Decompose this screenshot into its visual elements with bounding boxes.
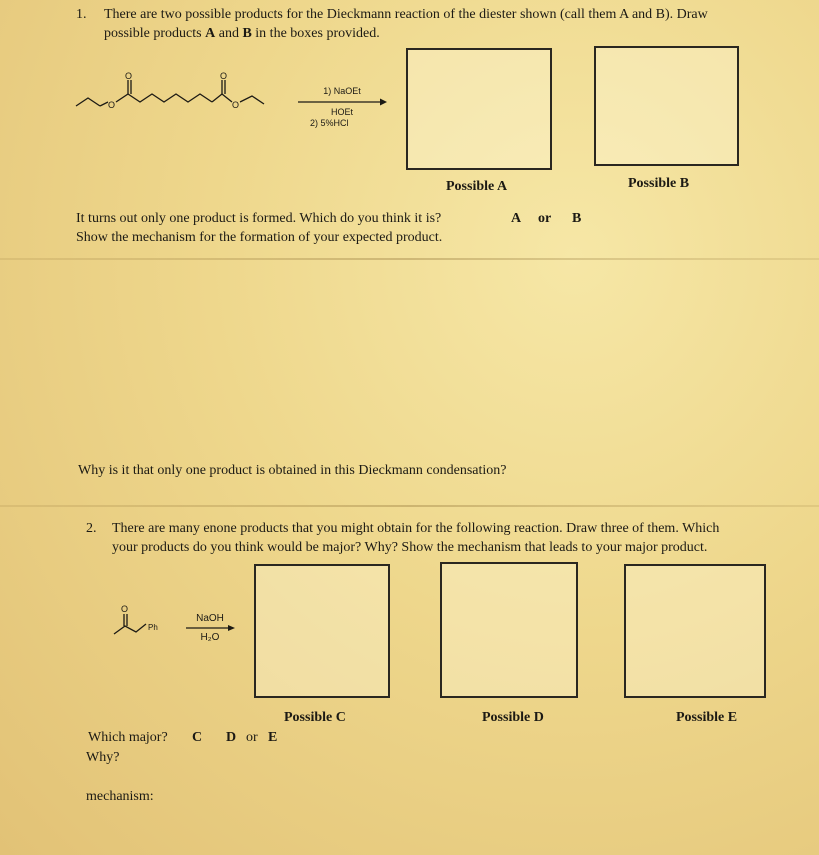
reagent-line: 2) 5%HCl [310, 118, 349, 128]
which-major-label: Which major? [88, 730, 168, 745]
choice-c[interactable]: C [192, 730, 203, 745]
box-d-label: Possible D [482, 710, 544, 725]
reaction-arrow [184, 624, 236, 632]
q2-number: 2. [86, 521, 97, 536]
box-b-label: Possible B [628, 176, 690, 191]
oxygen-atom: O [125, 71, 133, 81]
q1-number: 1. [76, 7, 87, 22]
choice-e[interactable]: E [268, 730, 278, 745]
oxygen-atom: O [220, 71, 228, 81]
paper-crease [0, 505, 819, 507]
ketone-structure [110, 600, 180, 640]
q1-prompt-line2 [104, 25, 380, 43]
q2-prompt-line1: There are many enone products that you might obtain for the following reaction. Draw three of them. Which [112, 521, 720, 536]
answer-box-b[interactable] [594, 46, 739, 166]
answer-box-e[interactable] [624, 564, 766, 698]
oxygen-atom: O [121, 604, 129, 614]
q1-followup-line2: Show the mechanism for the formation of your expected product. [76, 230, 443, 245]
q1-prompt-a: A [205, 26, 216, 41]
q1-why-question: Why is it that only one product is obtained in this Dieckmann condensation? [78, 463, 507, 478]
box-a-label: Possible A [446, 179, 508, 194]
diester-structure [70, 68, 290, 128]
reagent-line: HOEt [330, 107, 353, 117]
reagent-line: 1) NaOEt [323, 86, 361, 96]
choice-or: or [538, 211, 552, 226]
oxygen-atom: O [232, 100, 240, 110]
q1-prompt-text: and [215, 26, 243, 41]
choice-d[interactable]: D [226, 730, 237, 745]
reaction-arrow [296, 97, 388, 107]
answer-box-a[interactable] [406, 48, 552, 170]
q1-followup-line1: It turns out only one product is formed. Which do you think it is? [76, 211, 442, 226]
q2-prompt-line2: your products do you think would be major? Why? Show the mechanism that leads to your major product. [112, 540, 708, 555]
choice-b[interactable]: B [572, 211, 582, 226]
q1-prompt-b: B [242, 26, 252, 41]
phenyl-label: Ph [148, 623, 158, 632]
oxygen-atom: O [108, 100, 116, 110]
why-label: Why? [86, 750, 120, 765]
box-c-label: Possible C [284, 710, 346, 725]
mechanism-label: mechanism: [86, 789, 154, 804]
paper-crease [0, 258, 819, 260]
reagent-naoh: NaOH [196, 613, 224, 624]
choice-or: or [246, 730, 258, 745]
answer-box-d[interactable] [440, 562, 578, 698]
reagent-water: H₂O [200, 632, 220, 643]
q1-prompt-text: possible products [104, 26, 206, 41]
q1-reaction-conditions [296, 86, 388, 129]
answer-box-c[interactable] [254, 564, 390, 698]
box-e-label: Possible E [676, 710, 738, 725]
q1-prompt-line1: There are two possible products for the Dieckmann reaction of the diester shown (call them A and B). Draw [104, 7, 708, 22]
q1-prompt-text: in the boxes provided. [251, 26, 380, 41]
q2-reaction-conditions [184, 613, 236, 643]
choice-a[interactable]: A [511, 211, 522, 226]
